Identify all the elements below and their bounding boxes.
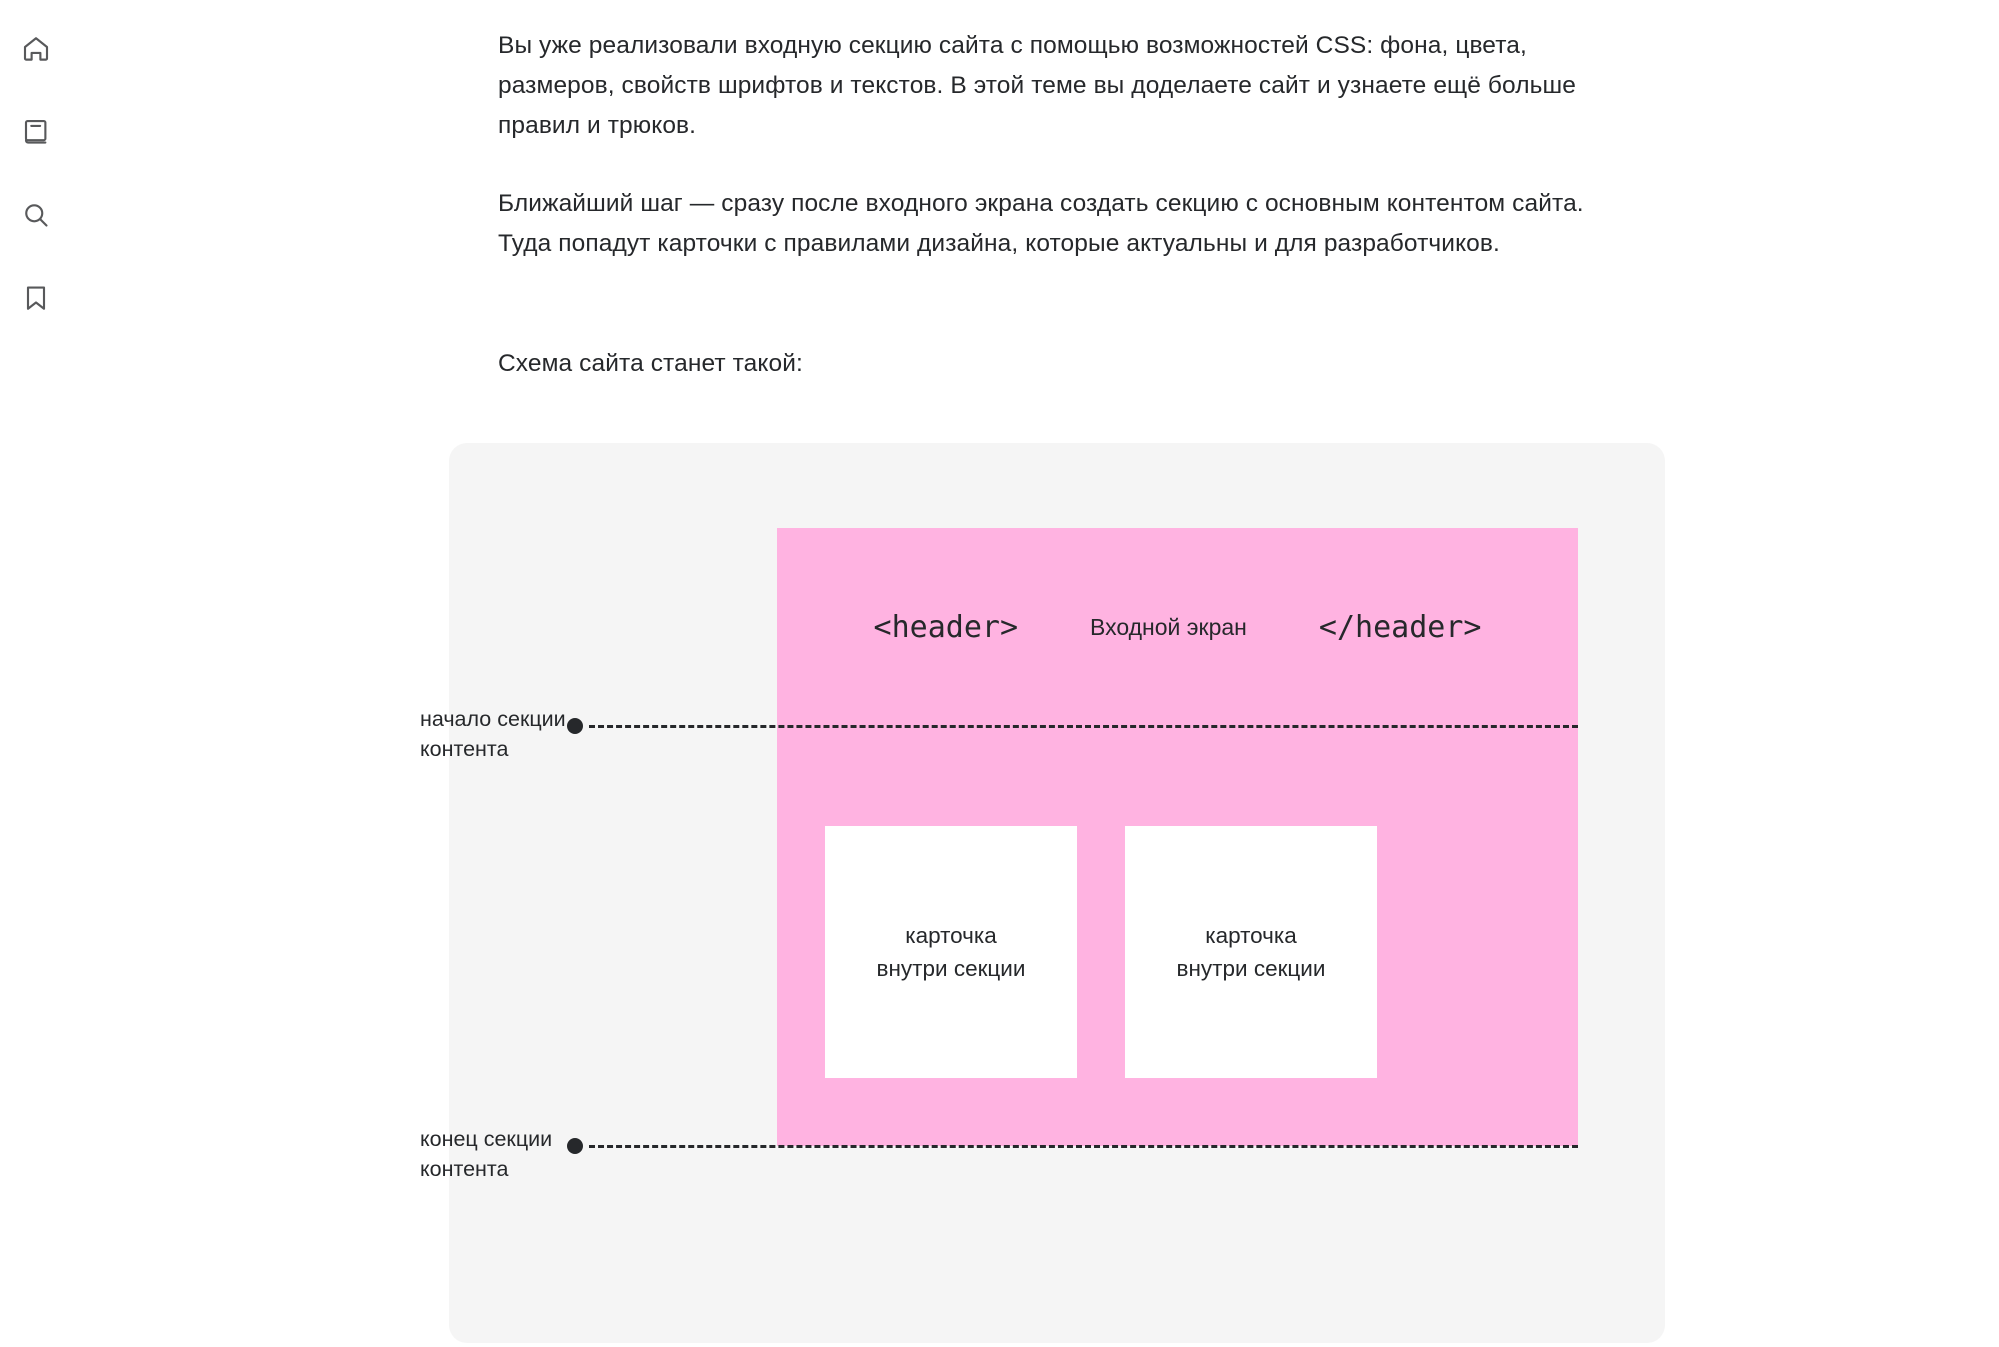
sidebar-item-home[interactable]	[13, 26, 59, 72]
content-card	[1125, 826, 1377, 1078]
home-icon	[21, 34, 51, 64]
header-band	[777, 528, 1578, 726]
site-scheme-diagram	[420, 443, 1665, 1343]
guide-start-label-line-1: начало секции	[420, 707, 566, 731]
guide-end-label	[420, 1124, 600, 1184]
sidebar	[0, 0, 72, 1347]
card-label-line-1: карточка	[905, 923, 997, 948]
paragraph-intro: Вы уже реализовали входную секцию сайта с помощью возможностей CSS: фона, цвета, размеров, свойств шрифтов и текстов. В этой теме вы доделаете сайт и узнаете ещё больше правил и трюков.	[498, 32, 1576, 139]
header-open-tag: <header>	[873, 609, 1019, 645]
guide-end-dot	[567, 1138, 583, 1154]
guide-end-label-line-1: конец секции	[420, 1127, 553, 1151]
paragraph-scheme-lead-in: Схема сайта станет такой:	[498, 350, 803, 377]
guide-start-label	[420, 704, 600, 764]
content-card	[825, 826, 1077, 1078]
book-icon	[21, 117, 51, 147]
sidebar-item-book[interactable]	[13, 109, 59, 155]
guide-end-label-line-2: контента	[420, 1157, 509, 1181]
card-label-line-1: карточка	[1205, 923, 1297, 948]
entry-screen-label: Входной экран	[1090, 613, 1247, 640]
paragraph-next-step: Ближайший шаг — сразу после входного экрана создать секцию с основным контентом сайта. Туда попадут карточки с правилами дизайна, которые актуальны и для разработчиков.	[498, 190, 1584, 257]
sidebar-item-bookmark[interactable]	[13, 275, 59, 321]
bookmark-icon	[21, 283, 51, 313]
guide-end-dashed-line	[589, 1145, 1578, 1148]
guide-start-dashed-line	[589, 725, 1578, 728]
guide-start-dot	[567, 718, 583, 734]
header-close-tag: </header>	[1318, 609, 1482, 645]
sidebar-item-search[interactable]	[13, 192, 59, 238]
card-label-line-2: внутри секции	[876, 956, 1026, 981]
card-label-line-2: внутри секции	[1176, 956, 1326, 981]
content-section-band	[777, 726, 1578, 1146]
search-icon	[21, 200, 51, 230]
guide-start-label-line-2: контента	[420, 737, 509, 761]
